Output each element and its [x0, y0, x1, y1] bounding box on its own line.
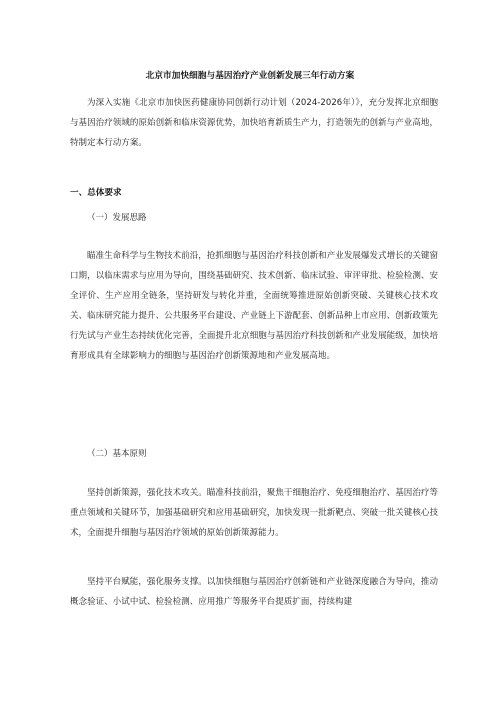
- principle-paragraph-innovation: 坚持创新策源，强化技术攻关。瞄准科技前沿，聚焦干细胞治疗、免疫细胞治疗、基因治疗等重点领域和关键环节，加强基础研究和应用基础研究，加快发现一批新靶点、突破一批关键核心技术，全面提升细胞与基因治疗领域的原始创新策源能力。: [70, 488, 438, 538]
- principle-paragraph-platform: 坚持平台赋能，强化服务支撑。以加快细胞与基因治疗创新链和产业链深度融合为导向，推动概念验证、小试中试、检验检测、应用推广等服务平台提质扩面，持续构建: [70, 577, 438, 607]
- intro-paragraph: 为深入实施《北京市加快医药健康协同创新行动计划（2024-2026年）》，充分发挥北京细胞与基因治疗领域的原始创新和临床资源优势，加快培育新质生产力，打造领先的创新与产业高地，特制定本行动方案。: [70, 98, 438, 148]
- document-title: 北京市加快细胞与基因治疗产业创新发展三年行动方案: [145, 71, 355, 81]
- subsection-heading-basic-principles: （二）基本原则: [87, 449, 147, 459]
- subsection-heading-development-ideas: （一）发展思路: [87, 213, 147, 223]
- development-ideas-paragraph: 瞄准生命科学与生物技术前沿，抢抓细胞与基因治疗科技创新和产业发展爆发式增长的关键窗口期，以临床需求与应用为导向，围绕基础研究、技术创新、临床试验、审评审批、检验检测、安全评价、生产应用全链条，坚持研发与转化并重，全面统筹推进原始创新突破、关键核心技术攻关、临床研究能力提升、公共服务平台建设、产业链上下游配套、创新品种上市应用、创新政策先行先试与产业生态持续优化完善，全面提升北京细胞与基因治疗科技创新和产业发展能级，加快培育形成具有全球影响力的细胞与基因治疗创新策源地和产业发展高地。: [70, 251, 438, 361]
- section-heading-general-requirements: 一、总体要求: [70, 188, 122, 198]
